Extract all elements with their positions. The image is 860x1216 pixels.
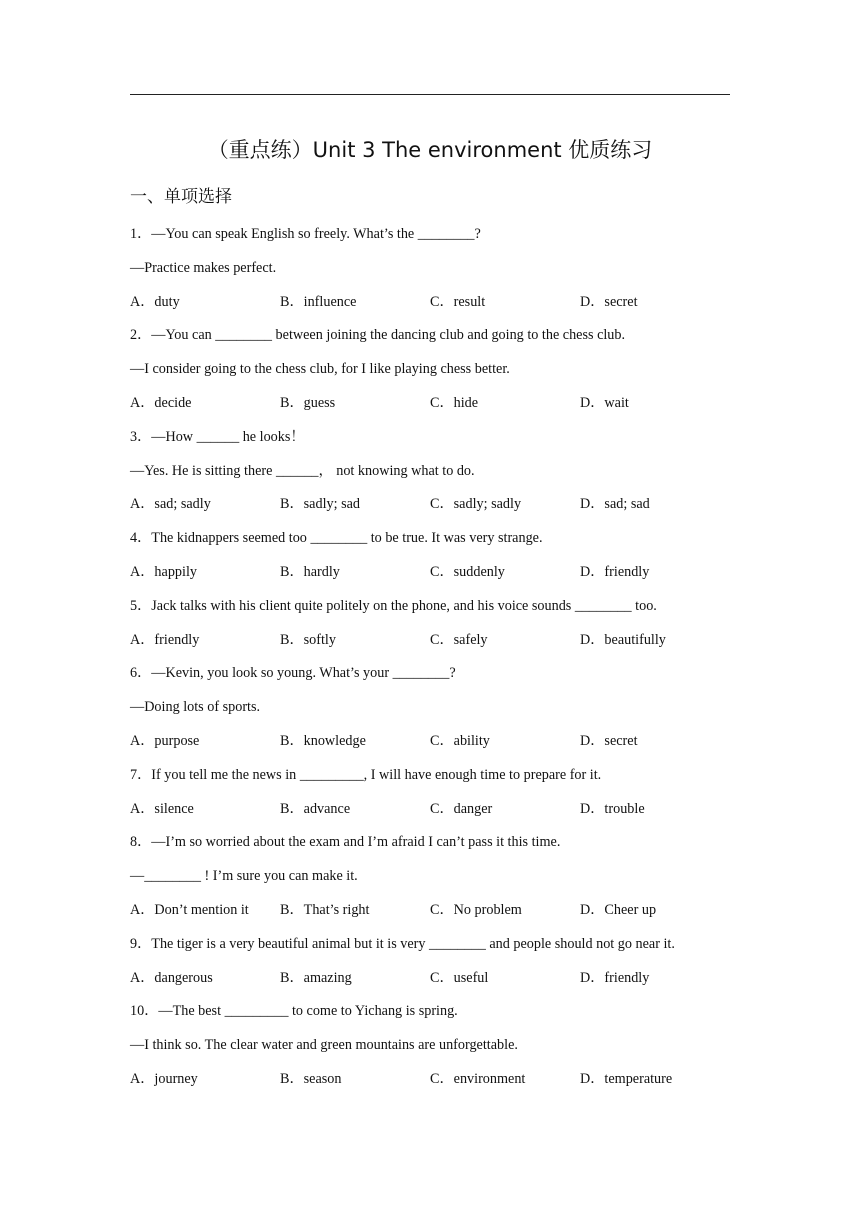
question-stem: 2．—You can ________ between joining the dancing club and going to the chess club. [130, 327, 626, 344]
option-c: C．danger [430, 800, 493, 817]
question-1 [130, 224, 750, 325]
option-b: B．sadly; sad [280, 496, 360, 513]
answer-options [130, 900, 750, 934]
question-dialogue-line: —Doing lots of sports. [130, 699, 261, 716]
option-d: D．trouble [580, 800, 645, 817]
question-stem: 1．—You can speak English so freely. What’s the ________? [130, 226, 481, 242]
option-c: C．ability [430, 732, 490, 749]
option-c: C．suddenly [430, 563, 505, 580]
option-a: A．dangerous [130, 969, 213, 986]
option-b: B．hardly [280, 563, 340, 580]
option-b: B．softly [280, 631, 336, 648]
option-a: A．journey [130, 1070, 198, 1087]
option-a: A．decide [130, 394, 192, 411]
option-a: A．purpose [130, 732, 200, 749]
option-c: C．environment [430, 1070, 526, 1087]
option-b: B．guess [280, 394, 336, 411]
answer-options [130, 292, 750, 326]
answer-options [130, 1069, 750, 1103]
answer-options [130, 731, 750, 765]
question-stem: 9．The tiger is a very beautiful animal but it is very ________ and people should not go near it. [130, 935, 675, 952]
question-stem: 5．Jack talks with his client quite politely on the phone, and his voice sounds ________ too. [130, 597, 657, 614]
option-c: C．safely [430, 631, 488, 648]
option-d: D．sad; sad [580, 496, 650, 513]
option-c: C．useful [430, 969, 489, 986]
option-c: C．hide [430, 394, 479, 411]
option-b: B．amazing [280, 969, 352, 986]
page-title: （重点练）Unit 3 The environment 优质练习 [207, 138, 653, 162]
option-c: C．No problem [430, 901, 522, 918]
option-b: B．That’s right [280, 901, 370, 918]
question-stem: 6．—Kevin, you look so young. What’s your ________? [130, 665, 456, 682]
answer-options [130, 799, 750, 833]
answer-options [130, 393, 750, 427]
answer-options [130, 968, 750, 1002]
question-5 [130, 596, 750, 664]
option-d: D．Cheer up [580, 901, 657, 918]
question-stem: 8．—I’m so worried about the exam and I’m afraid I can’t pass it this time. [130, 834, 561, 851]
question-8 [130, 832, 750, 933]
option-d: D．secret [580, 732, 638, 749]
option-d: D．wait [580, 394, 629, 411]
answer-options [130, 562, 750, 596]
question-9 [130, 934, 750, 1002]
question-6 [130, 663, 750, 764]
option-b: B．season [280, 1070, 342, 1087]
question-stem: 3．—How ______ he looks！ [130, 428, 305, 445]
question-4 [130, 528, 750, 596]
question-stem: 4．The kidnappers seemed too ________ to be true. It was very strange. [130, 530, 543, 547]
option-a: A．Don’t mention it [130, 901, 249, 918]
question-stem: 7．If you tell me the news in _________, I will have enough time to prepare for it. [130, 766, 602, 783]
option-a: A．happily [130, 563, 197, 580]
question-dialogue-line: —Yes. He is sitting there ______， not knowing what to do. [130, 462, 475, 479]
question-10 [130, 1001, 750, 1102]
question-dialogue-line: —I think so. The clear water and green mountains are unforgettable. [130, 1037, 518, 1054]
answer-options [130, 630, 750, 664]
question-dialogue-line: —________ ! I’m sure you can make it. [130, 868, 358, 885]
option-d: D．beautifully [580, 631, 666, 648]
question-dialogue-line: —I consider going to the chess club, for I like playing chess better. [130, 361, 510, 378]
question-stem: 10．—The best _________ to come to Yichang is spring. [130, 1003, 458, 1020]
option-d: D．friendly [580, 563, 650, 580]
section-heading: 一、单项选择 [130, 187, 232, 207]
option-d: D．temperature [580, 1070, 673, 1087]
answer-options [130, 494, 750, 528]
option-b: B．advance [280, 800, 351, 817]
option-c: C．result [430, 293, 486, 310]
question-2 [130, 325, 750, 426]
option-c: C．sadly; sadly [430, 496, 522, 513]
question-dialogue-line: —Practice makes perfect. [130, 259, 277, 276]
option-a: A．friendly [130, 631, 200, 648]
question-list [130, 224, 750, 1103]
option-a: A．duty [130, 293, 180, 310]
question-3 [130, 427, 750, 528]
option-a: A．sad; sadly [130, 496, 211, 513]
option-d: D．secret [580, 293, 638, 310]
question-7 [130, 765, 750, 833]
option-b: B．influence [280, 293, 357, 310]
option-b: B．knowledge [280, 732, 366, 749]
option-d: D．friendly [580, 969, 650, 986]
header-rule [130, 94, 730, 95]
option-a: A．silence [130, 800, 194, 817]
